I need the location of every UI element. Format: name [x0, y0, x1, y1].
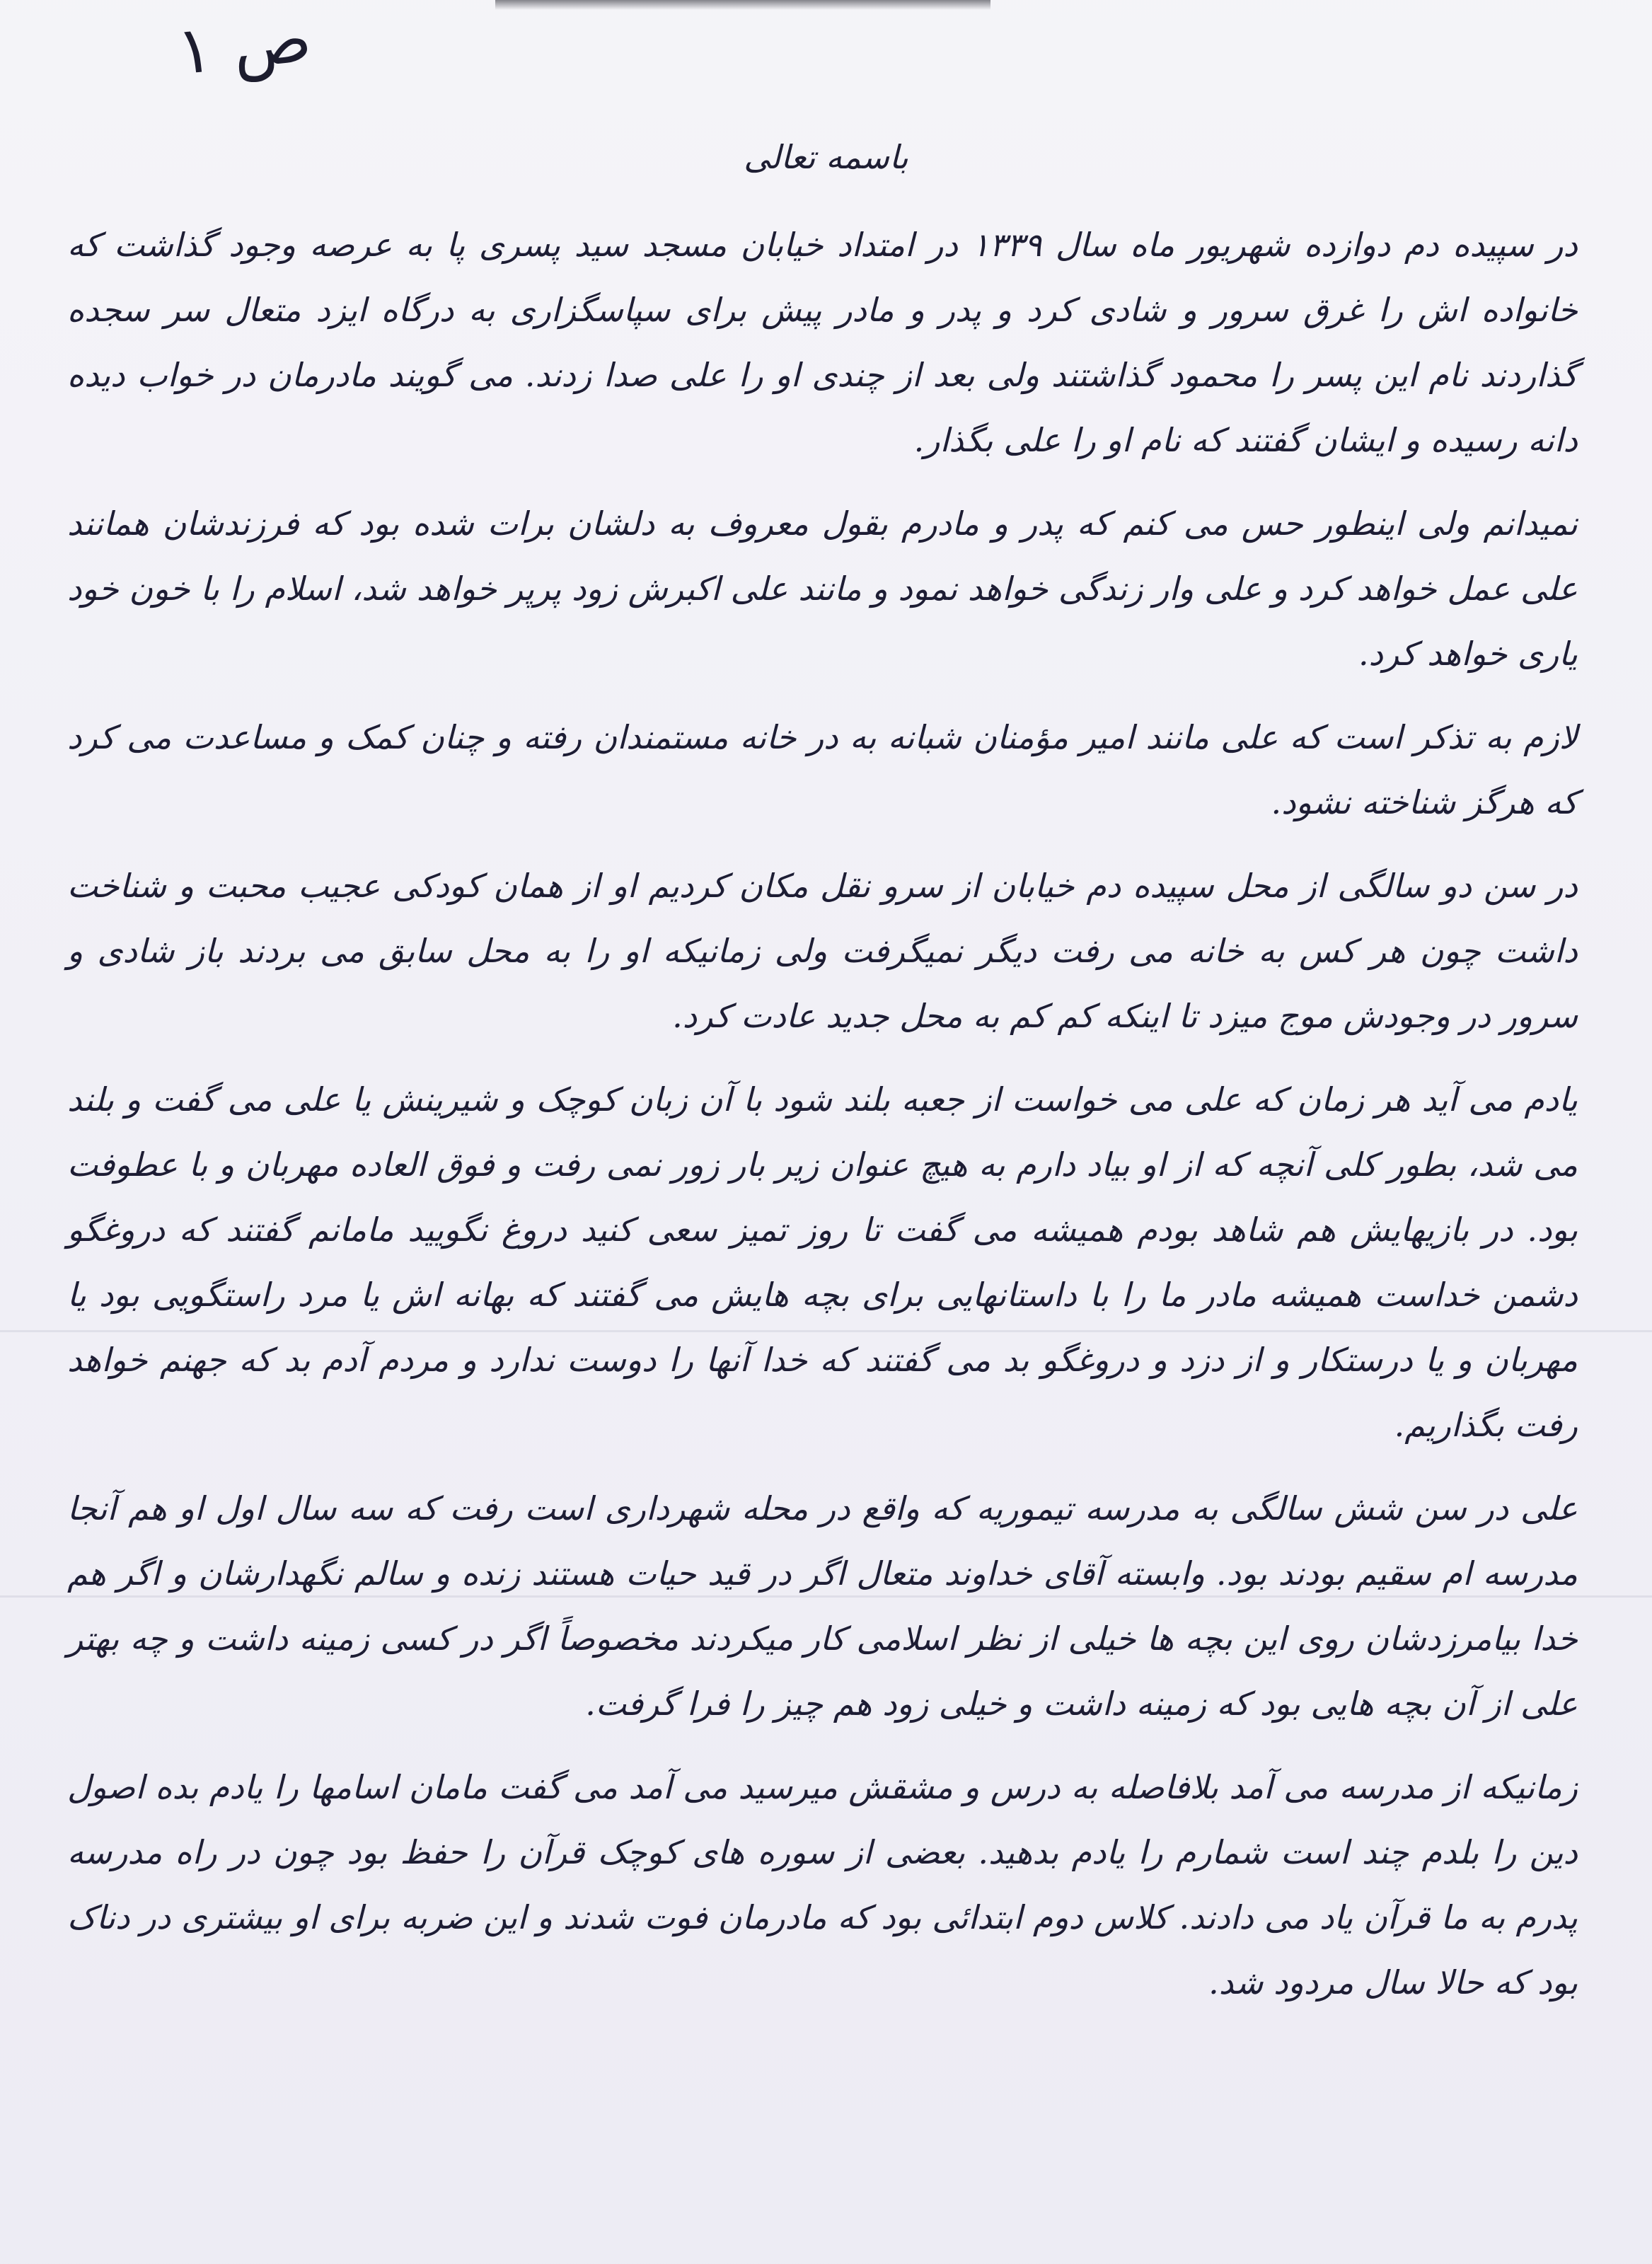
scan-edge-shadow [495, 0, 990, 10]
paragraph-6: علی در سن شش سالگی به مدرسه تیموریه که واقع در محله شهرداری است رفت که سه سال اول او هم آنجا مدرسه ام سقیم بودند بود. وابسته آقای خداوند متعال اگر در قید حیات هستند زنده و سالم نگهدارشان و اگر هم خدا بیامرزدشان روی این بچه ها خیلی از نظر اسلامی کار میکردند مخصوصاً اگر در کسی زمینه داشت و چه بهتر علی از آن بچه هایی بود که زمینه داشت و خیلی زود هم چیز را فرا گرفت. [67, 1489, 1578, 1723]
letter-body [67, 212, 1578, 2025]
paragraph-3: لازم به تذکر است که علی مانند امیر مؤمنان شبانه به در خانه مستمندان رفته و چنان کمک و مساعدت می کرد که هرگز شناخته نشود. [67, 718, 1578, 821]
paragraph-5: یادم می آید هر زمان که علی می خواست از جعبه بلند شود با آن زبان کوچک و شیرینش یا علی می گفت و بلند می شد، بطور کلی آنچه که از او بیاد دارم به هیچ عنوان زیر بار زور نمی رفت و فوق العاده مهربان و با عطوفت بود. در بازیهایش هم شاهد بودم همیشه می گفت تا روز تمیز سعی کنید دروغ نگویید مامانم گفتند که دروغگو دشمن خداست همیشه مادر ما را با داستانهایی برای بچه هایش می گفتند که بهانه اش یا مرد راستگویی بود یا مهربان و یا درستکار و از دزد و دروغگو بد می گفتند که خدا آنها را دوست ندارد و مردم آدم بد که جهنم خواهد رفت بگذاریم. [67, 1080, 1578, 1444]
letter-heading: باسمه تعالی [744, 138, 908, 176]
paragraph-1: در سپیده دم دوازده شهریور ماه سال ۱۳۳۹ در امتداد خیابان مسجد سید پسری پا به عرصه وجود گذاشت که خانواده اش را غرق سرور و شادی کرد و پدر و مادر پیش برای سپاسگزاری به درگاه ایزد متعال سر سجده گذاردند نام این پسر را محمود گذاشتند ولی بعد از چندی او را علی صدا زدند. می گویند مادرمان در خواب دیده دانه رسیده و ایشان گفتند که نام او را علی بگذار. [67, 226, 1578, 459]
paragraph-4: در سن دو سالگی از محل سپیده دم خیابان از سرو نقل مکان کردیم او از همان کودکی عجیب محبت و شناخت داشت چون هر کس به خانه می رفت دیگر نمیگرفت ولی زمانیکه او را به محل سابق می بردند باز شادی و سرور در وجودش موج میزد تا اینکه کم کم به محل جدید عادت کرد. [67, 867, 1578, 1035]
paragraph-7: زمانیکه از مدرسه می آمد بلافاصله به درس و مشقش میرسید می آمد می گفت مامان اسامها را یادم بده اصول دین را بلدم چند است شمارم را یادم بدهید. بعضی از سوره های کوچک قرآن را حفظ بود چون در راه مدرسه پدرم به ما قرآن یاد می دادند. کلاس دوم ابتدائی بود که مادرمان فوت شدند و این ضربه برای او بیشتری در دناک بود که حالا سال مردود شد. [67, 1768, 1578, 2002]
page-number: ص ۱ [173, 0, 315, 90]
paragraph-2: نمیدانم ولی اینطور حس می کنم که پدر و مادرم بقول معروف به دلشان برات شده بود که فرزندشان همانند علی عمل خواهد کرد و علی وار زندگی خواهد نمود و مانند علی اکبرش زود پرپر خواهد شد، اسلام را با خون خود یاری خواهد کرد. [67, 504, 1578, 673]
